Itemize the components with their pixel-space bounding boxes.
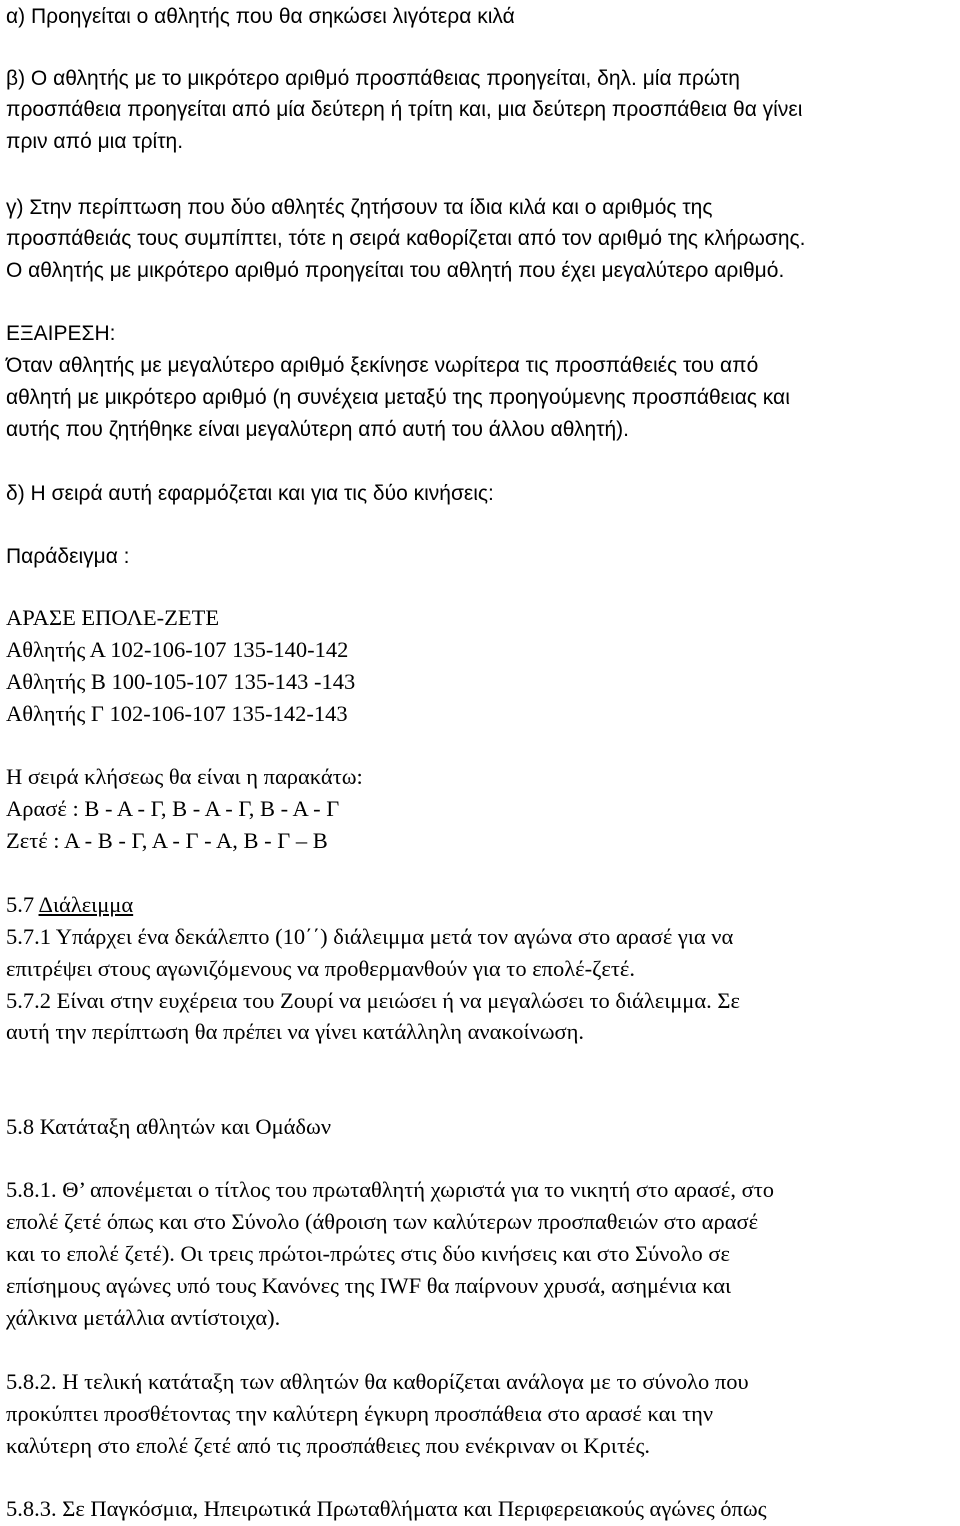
section-5-8-1-line-3: και το επολέ ζετέ). Οι τρεις πρώτοι-πρώτες στις δύο κινήσεις και στο Σύνολο σε	[6, 1241, 730, 1266]
example-header: ΑΡΑΣΕ ΕΠΟΛΕ-ΖΕΤΕ	[6, 605, 220, 630]
example-athlete-a: Αθλητής Α 102-106-107 135-140-142	[6, 637, 349, 662]
call-order-heading: Η σειρά κλήσεως θα είναι η παρακάτω:	[6, 764, 363, 789]
call-order-snatch: Αρασέ : Β - Α - Γ, Β - Α - Γ, Β - Α - Γ	[6, 796, 340, 821]
para-c-line-2: προσπάθειάς τους συμπίπτει, τότε η σειρά καθορίζεται από τον αριθμό της κλήρωσης.	[6, 227, 806, 250]
section-5-7-line-2: επιτρέψει στους αγωνιζόμενους να προθερμανθούν για το επολέ-ζετέ.	[6, 956, 636, 981]
section-5-8-1-line-5: χάλκινα μετάλλια αντίστοιχα).	[6, 1305, 281, 1330]
para-b-line-2: προσπάθεια προηγείται από μία δεύτερη ή τρίτη και, μια δεύτερη προσπάθεια θα γίνει	[6, 98, 803, 121]
section-5-7-line-4: αυτή την περίπτωση θα πρέπει να γίνει κατάλληλη ανακοίνωση.	[6, 1019, 585, 1044]
example-athlete-b: Αθλητής Β 100-105-107 135-143 -143	[6, 669, 356, 694]
para-b-line-3: πριν από μια τρίτη.	[6, 130, 184, 153]
section-5-8-2-line-3: καλύτερη στο επολέ ζετέ από τις προσπάθειες που ενέκριναν οι Κριτές.	[6, 1433, 650, 1458]
section-5-8-2-line-1: 5.8.2. Η τελική κατάταξη των αθλητών θα καθορίζεται ανάλογα με το σύνολο που	[6, 1369, 749, 1394]
section-5-7-line-1: 5.7.1 Υπάρχει ένα δεκάλεπτο (10΄΄) διάλειμμα μετά τον αγώνα στο αρασέ για να	[6, 924, 734, 949]
para-d-line-1: δ) Η σειρά αυτή εφαρμόζεται και για τις δύο κινήσεις:	[6, 482, 494, 505]
section-5-8-title: 5.8 Κατάταξη αθλητών και Ομάδων	[6, 1114, 332, 1139]
para-b-line-1: β) Ο αθλητής με το μικρότερο αριθμό προσπάθειας προηγείται, δηλ. μία πρώτη	[6, 67, 740, 90]
exception-line-1: Όταν αθλητής με μεγαλύτερο αριθμό ξεκίνησε νωρίτερα τις προσπάθειές του από	[6, 354, 759, 377]
section-5-7-line-3: 5.7.2 Είναι στην ευχέρεια του Ζουρί να μειώσει ή να μεγαλώσει το διάλειμμα. Σε	[6, 988, 740, 1013]
section-5-8-1-line-1: 5.8.1. Θ’ απονέμεται ο τίτλος του πρωταθλητή χωριστά για το νικητή στο αρασέ, στο	[6, 1177, 775, 1202]
section-5-7-number: 5.7	[6, 892, 39, 917]
exception-line-3: αυτής που ζητήθηκε είναι μεγαλύτερη από αυτή του άλλου αθλητή).	[6, 418, 629, 441]
section-5-7-title: Διάλειμμα	[38, 892, 134, 917]
call-order-jerk: Ζετέ : Α - Β - Γ, Α - Γ - Α, Β - Γ – Β	[6, 828, 328, 853]
para-c-line-3: Ο αθλητής με μικρότερο αριθμό προηγείται του αθλητή που έχει μεγαλύτερο αριθμό.	[6, 259, 785, 282]
example-label: Παράδειγμα :	[6, 545, 130, 568]
example-athlete-c: Αθλητής Γ 102-106-107 135-142-143	[6, 701, 348, 726]
section-5-8-1-line-4: επίσημους αγώνες υπό τους Κανόνες της IWF θα παίρνουν χρυσά, ασημένια και	[6, 1273, 732, 1298]
para-a-line-1: α) Προηγείται ο αθλητής που θα σηκώσει λιγότερα κιλά	[6, 5, 515, 28]
section-5-8-1-line-2: επολέ ζετέ όπως και στο Σύνολο (άθροιση των καλύτερων προσπαθειών στο αρασέ	[6, 1209, 759, 1234]
exception-line-2: αθλητή με μικρότερο αριθμό (η συνέχεια μεταξύ της προηγούμενης προσπάθειας και	[6, 386, 790, 409]
exception-heading: ΕΞΑΙΡΕΣΗ:	[6, 322, 116, 345]
section-5-7-heading	[6, 892, 133, 918]
section-5-8-2-line-2: προκύπτει προσθέτοντας την καλύτερη έγκυρη προσπάθεια στο αρασέ και την	[6, 1401, 714, 1426]
para-c-line-1: γ) Στην περίπτωση που δύο αθλητές ζητήσουν τα ίδια κιλά και ο αριθμός της	[6, 196, 713, 219]
section-5-8-3-line-1: 5.8.3. Σε Παγκόσμια, Ηπειρωτικά Πρωταθλήματα και Περιφερειακούς αγώνες όπως	[6, 1496, 767, 1521]
